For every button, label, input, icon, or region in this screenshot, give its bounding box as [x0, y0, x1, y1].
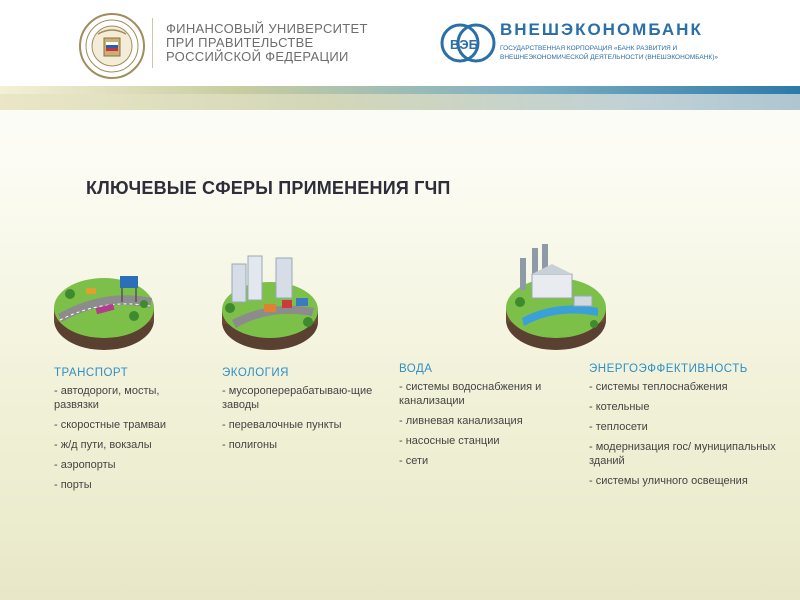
- page-title: КЛЮЧЕВЫЕ СФЕРЫ ПРИМЕНЕНИЯ ГЧП: [86, 178, 451, 198]
- veb-logo-icon: [440, 18, 496, 68]
- list-item: - модернизация гос/ муниципальных зданий: [589, 441, 776, 467]
- column-heading: ВОДА: [399, 363, 433, 375]
- university-line-1: ФИНАНСОВЫЙ УНИВЕРСИТЕТ: [166, 21, 368, 36]
- column-heading: ЭКОЛОГИЯ: [222, 367, 289, 379]
- header-stripe: [0, 86, 800, 94]
- column-heading: ЭНЕРГОЭФФЕКТИВНОСТЬ: [589, 363, 748, 375]
- column-ecology: [222, 366, 382, 458]
- ecology-island-icon: [218, 250, 322, 356]
- list-item: - ливневая канализация: [399, 415, 523, 427]
- university-line-2: ПРИ ПРАВИТЕЛЬСТВЕ: [166, 35, 314, 50]
- header-divider: [152, 18, 153, 68]
- svg-text:ВЭБ: ВЭБ: [450, 37, 478, 52]
- column-water: [399, 362, 569, 474]
- list-item: - полигоны: [222, 439, 277, 451]
- list-item: - порты: [54, 479, 92, 491]
- list-item: - системы водоснабжения и канализации: [399, 381, 542, 407]
- bank-subtitle-line-2: ВНЕШНЕЭКОНОМИЧЕСКОЙ ДЕЯТЕЛЬНОСТИ (ВНЕШЭКОНОМБАНК)»: [500, 54, 718, 61]
- list-item: - ж/д пути, вокзалы: [54, 439, 152, 451]
- bank-subtitle-line-1: ГОСУДАРСТВЕННАЯ КОРПОРАЦИЯ «БАНК РАЗВИТИЯ И: [500, 45, 678, 52]
- list-item: - сети: [399, 455, 429, 467]
- column-heading: ТРАНСПОРТ: [54, 367, 129, 379]
- list-item: - теплосети: [589, 421, 648, 433]
- list-item: - аэропорты: [54, 459, 116, 471]
- list-item: - насосные станции: [399, 435, 500, 447]
- list-item: - системы уличного освещения: [589, 475, 748, 487]
- university-name: [166, 22, 368, 64]
- column-energy: [589, 362, 779, 494]
- university-line-3: РОССИЙСКОЙ ФЕДЕРАЦИИ: [166, 49, 349, 64]
- list-item: - скоростные трамваи: [54, 419, 167, 431]
- list-item: - мусороперерабатываю-щие заводы: [222, 385, 373, 411]
- bank-subtitle: [500, 44, 740, 62]
- list-item: - системы теплоснабжения: [589, 381, 728, 393]
- university-seal-icon: [78, 12, 146, 80]
- header-stripe-secondary: [0, 94, 800, 110]
- list-item: - перевалочные пункты: [222, 419, 342, 431]
- bank-name: ВНЕШЭКОНОМБАНК: [500, 20, 703, 39]
- water-energy-island-icon: [502, 238, 610, 354]
- header: [0, 0, 800, 88]
- column-transport: [54, 366, 204, 498]
- list-item: - автодороги, мосты, развязки: [54, 385, 160, 411]
- list-item: - котельные: [589, 401, 650, 413]
- transport-island-icon: [50, 258, 158, 358]
